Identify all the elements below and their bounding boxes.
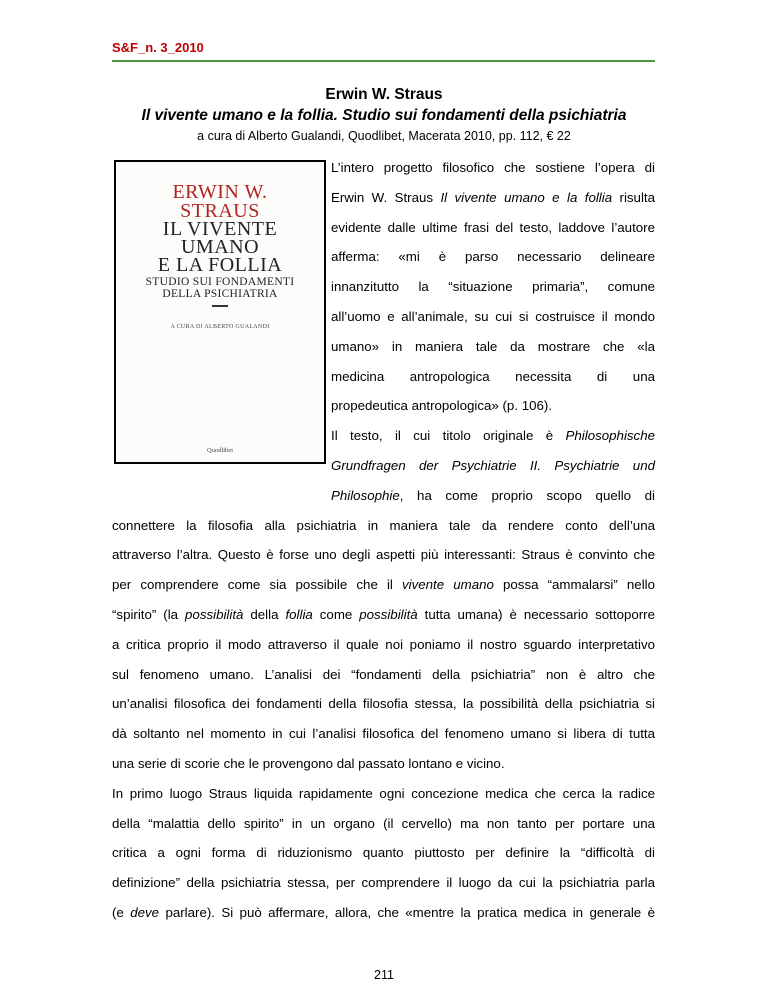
review-title: Il vivente umano e la follia. Studio sui fondamenti della psichiatria	[141, 107, 627, 124]
cover-title-line-1: IL VIVENTE	[162, 218, 278, 240]
page-number: 211	[374, 968, 394, 982]
body-line: propedeutica antropologica» (p. 106).	[331, 398, 553, 414]
body-line: L’intero progetto filosofico che sostiene l’opera di	[331, 160, 655, 175]
body-line: un’analisi filosofica dei fondamenti della filosofia stessa, la possibilità della psichiatria si	[112, 696, 655, 712]
body-line: Philosophie, ha come proprio scopo quello di	[331, 487, 655, 503]
body-line: afferma: «mi è parso necessario delineare	[331, 249, 655, 265]
body-line: a critica proprio il modo attraverso il quale noi poniamo il nostro sguardo interpretativo	[112, 636, 655, 652]
body-line: In primo luogo Straus liquida rapidamente ogni concezione medica che cerca la radice	[112, 785, 655, 801]
cover-publisher: Quodlibet	[207, 447, 233, 454]
review-author: Erwin W. Straus	[325, 86, 443, 103]
body-line: attraverso l’altra. Questo è forse uno degli aspetti più interessanti: Straus è convinto che	[112, 547, 655, 563]
cover-title-line-2: UMANO	[180, 236, 260, 258]
body-line: medicina antropologica necessita di una	[331, 368, 655, 384]
body-line: connettere la filosofia alla psichiatria in maniera tale da rendere conto dell’una	[112, 517, 655, 533]
review-details: a cura di Alberto Gualandi, Quodlibet, Macerata 2010, pp. 112, € 22	[197, 129, 571, 143]
body-line: all’uomo e all’animale, su cui si costruisce il mondo	[331, 309, 655, 324]
body-line: una serie di scorie che le provengono dal passato lontano e vicino.	[112, 756, 505, 771]
cover-author-line-2: STRAUS	[180, 200, 260, 222]
body-line: evidente dalle ultime frasi del testo, laddove l’autore	[331, 219, 655, 235]
body-line: critica a ogni forma di riduzionismo quanto piuttosto per definire la “difficoltà di	[112, 845, 655, 861]
body-line: Grundfragen der Psychiatrie II. Psychiatrie und	[331, 458, 655, 473]
body-line: dà soltanto nel momento in cui l’analisi filosofica del fenomeno umano si libera di tutta	[112, 726, 655, 742]
body-line: “spirito” (la possibilità della follia come possibilità tutta umana) è necessario sottoporre	[112, 607, 656, 622]
body-line: Il testo, il cui titolo originale è Philosophische	[331, 428, 655, 444]
body-line: umano» in maniera tale da mostrare che «la	[331, 338, 655, 354]
cover-curator: A CURA DI ALBERTO GUALANDI	[170, 324, 270, 330]
body-line: innanzitutto la “situazione primaria”, comune	[331, 279, 655, 295]
cover-subtitle-line-2: DELLA PSICHIATRIA	[162, 288, 278, 300]
cover-title-line-3: E LA FOLLIA	[157, 254, 283, 276]
header-rule	[112, 60, 655, 62]
body-line: (e deve parlare). Si può affermare, allora, che «mentre la pratica medica in generale è	[112, 905, 655, 920]
body-line: per comprendere come sia possibile che il vivente umano possa “ammalarsi” nello	[112, 577, 655, 593]
cover-subtitle-line-1: STUDIO SUI FONDAMENTI	[145, 276, 295, 288]
body-line: sul fenomeno umano. L’analisi dei “fondamenti della psichiatria” non è altro che	[112, 666, 655, 682]
body-line: definizione” della psichiatria stessa, per comprendere il luogo da cui la psichiatria parla	[112, 875, 655, 891]
body-line: Erwin W. Straus Il vivente umano e la follia risulta	[331, 189, 656, 205]
cover-author-line-1: ERWIN W.	[172, 181, 268, 203]
cover-rule	[212, 305, 228, 307]
journal-header: S&F_n. 3_2010	[112, 40, 204, 55]
body-line: della “malattia dello spirito” in un organo (il cervello) ma non tanto per portare una	[112, 815, 655, 831]
book-cover	[114, 160, 326, 464]
